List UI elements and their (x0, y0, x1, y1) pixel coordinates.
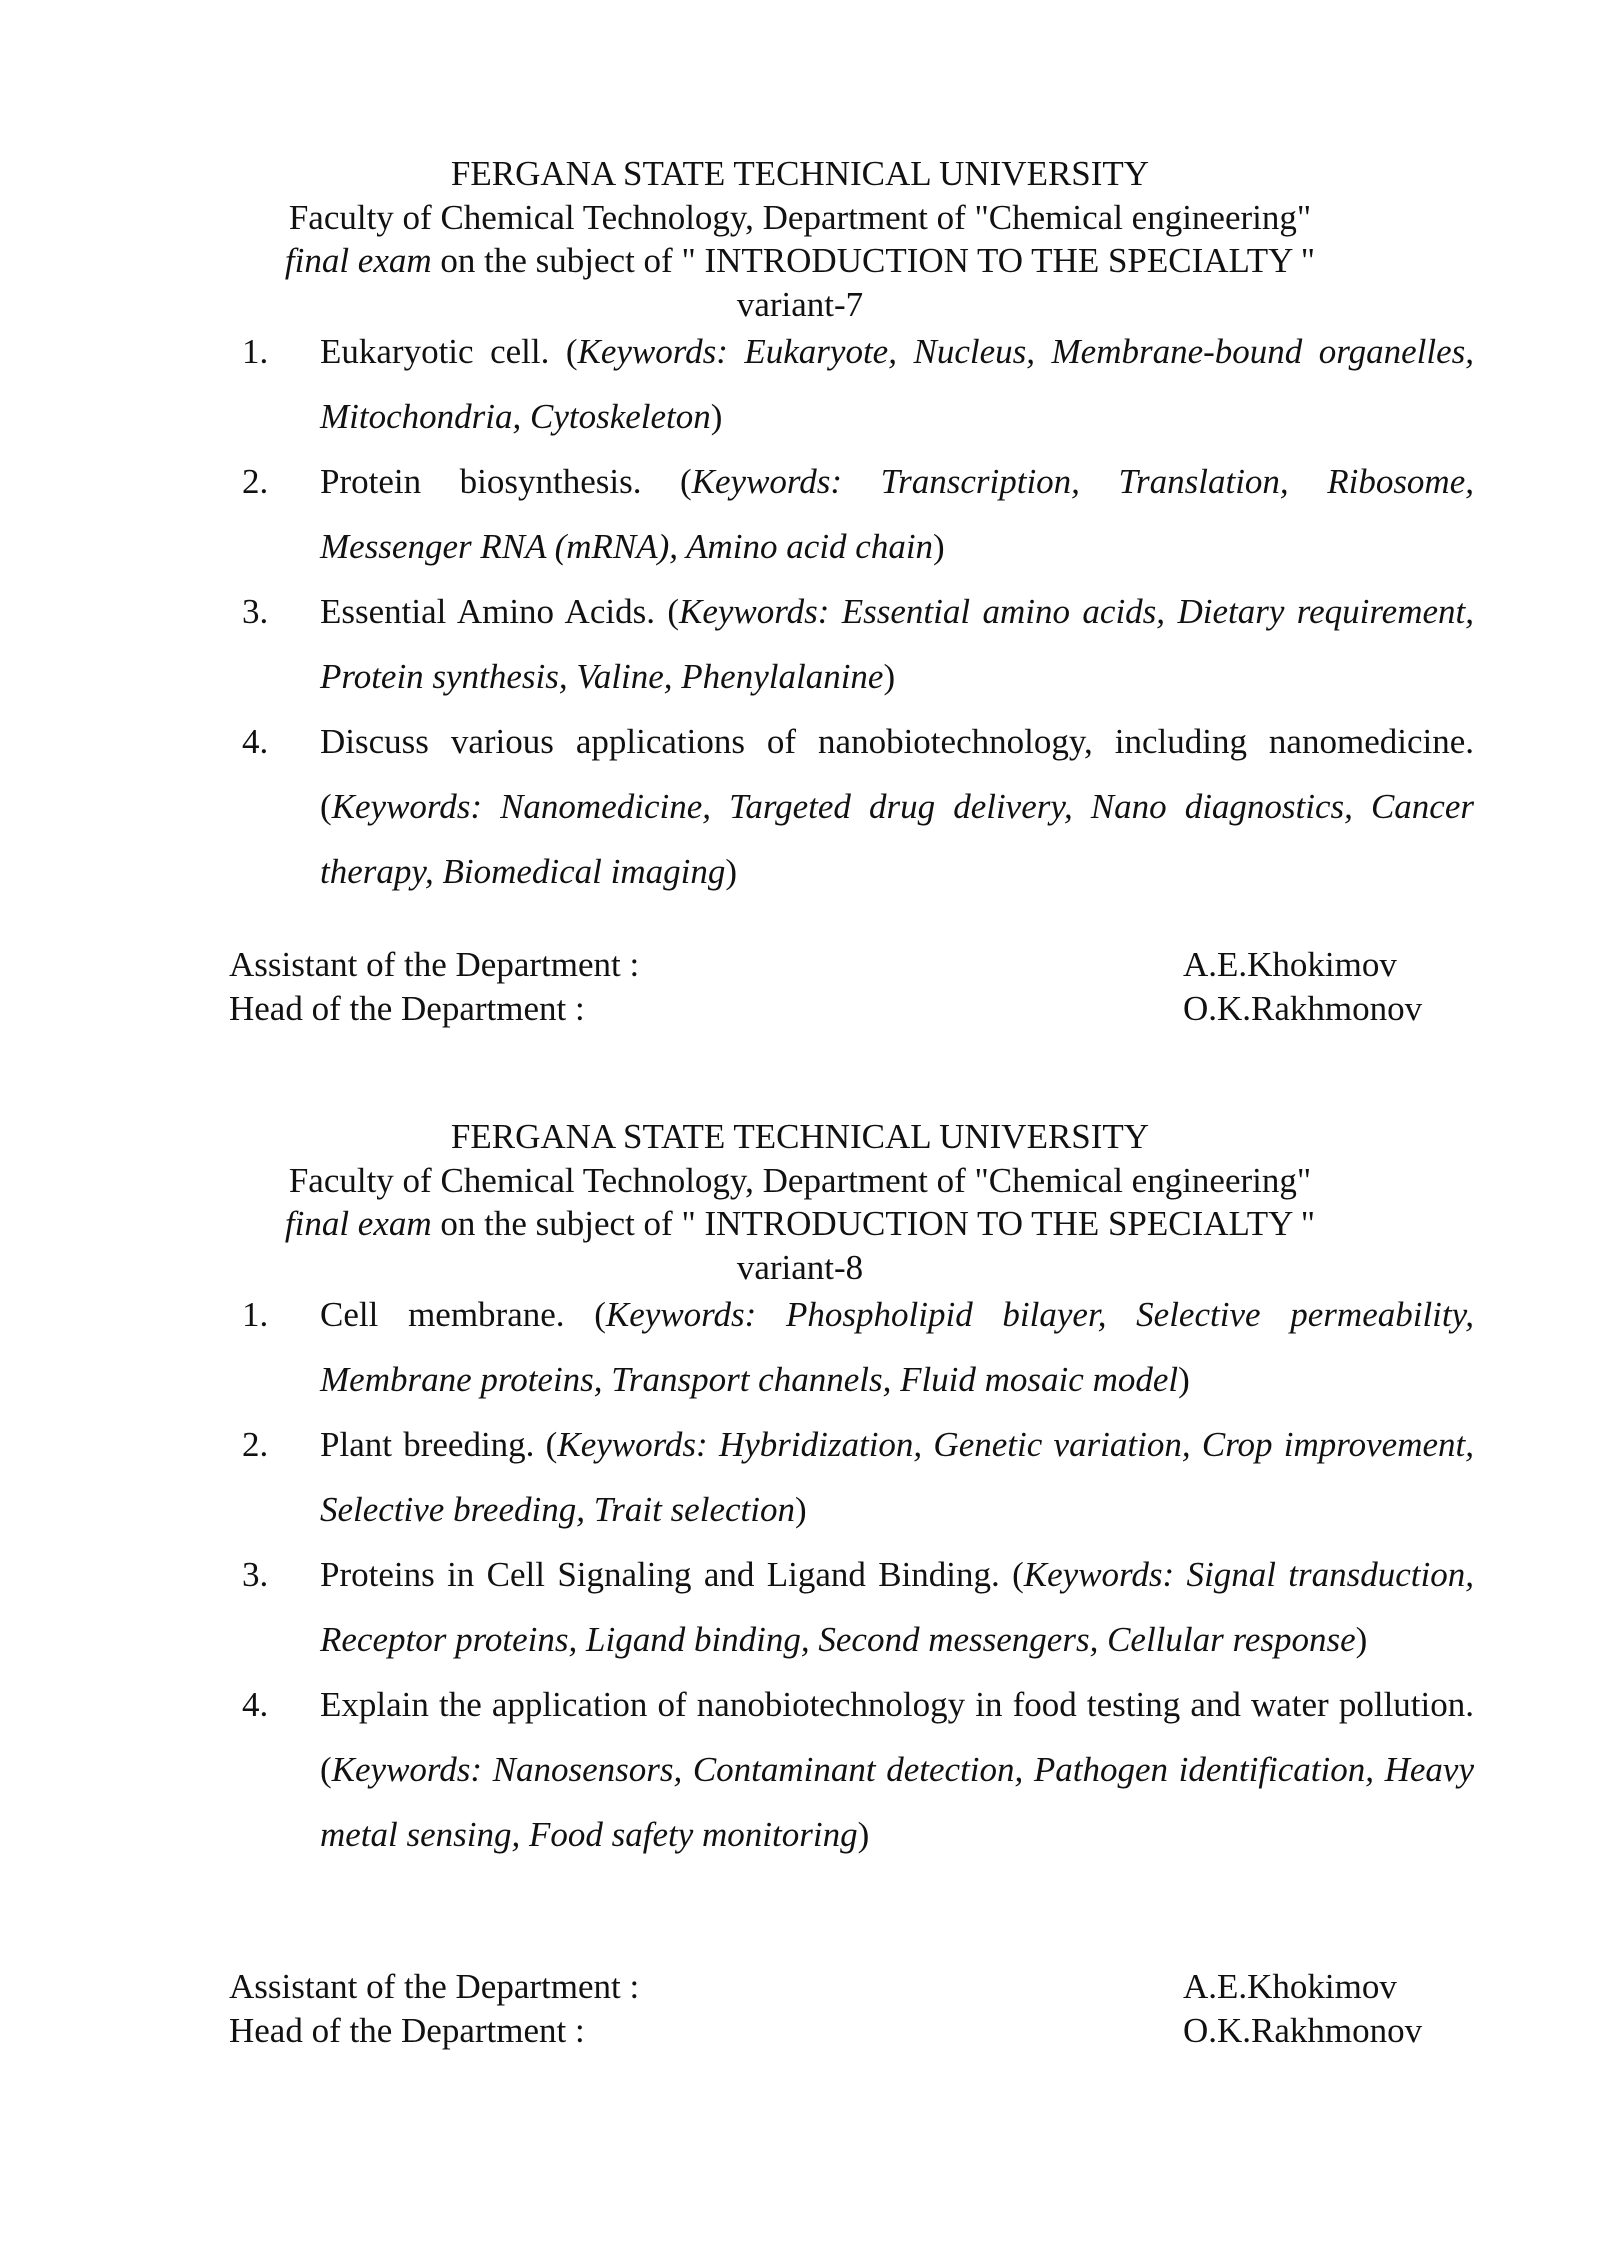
question-text: Discuss various applications of nanobiotechnology, including nanomedicine. (Keywords: Nanomedicine, Targeted drug delivery, Nano diagnostics, Cancer therapy, Biomedical imaging) (320, 722, 1474, 891)
signature-role: Assistant of the Department : (229, 945, 640, 984)
question-number: 1. (242, 332, 269, 371)
question-item (0, 1282, 1600, 1412)
question-list-variant-7 (0, 319, 1600, 904)
exam-type: final exam (284, 241, 432, 280)
exam-subject-line (0, 1202, 1600, 1246)
question-number: 3. (242, 592, 269, 631)
signature-row (0, 2009, 1600, 2053)
exam-header-variant-8 (0, 1115, 1600, 1289)
signature-name: A.E.Khokimov (1183, 945, 1397, 984)
exam-subject-line (0, 239, 1600, 283)
question-number: 3. (242, 1555, 269, 1594)
exam-subject: on the subject of " INTRODUCTION TO THE SPECIALTY " (431, 1204, 1316, 1243)
question-number: 4. (242, 722, 269, 761)
question-item (0, 319, 1600, 449)
exam-type: final exam (284, 1204, 432, 1243)
question-item (0, 1542, 1600, 1672)
question-keywords: Keywords: Eukaryote, Nucleus, Membrane-bound organelles, Mitochondria, Cytoskeleton (320, 332, 1474, 436)
question-text: Cell membrane. (Keywords: Phospholipid bilayer, Selective permeability, Membrane proteins, Transport channels, Fluid mosaic model) (320, 1295, 1474, 1399)
question-number: 2. (242, 1425, 269, 1464)
variant-label: variant-7 (736, 284, 864, 324)
exam-header-variant-7 (0, 152, 1600, 326)
faculty-line: Faculty of Chemical Technology, Department of "Chemical engineering" (288, 1160, 1312, 1200)
signature-name: O.K.Rakhmonov (1183, 988, 1423, 1028)
question-text: Explain the application of nanobiotechnology in food testing and water pollution. (Keywords: Nanosensors, Contaminant detection, Pathogen identification, Heavy metal sensing, Food safety monitoring) (320, 1685, 1474, 1854)
signature-name: A.E.Khokimov (1183, 1967, 1397, 2006)
exam-subject: on the subject of " INTRODUCTION TO THE SPECIALTY " (431, 241, 1316, 280)
signature-block-variant-7 (0, 943, 1600, 1030)
question-keywords: Keywords: Nanosensors, Contaminant detection, Pathogen identification, Heavy metal sensing, Food safety monitoring (320, 1750, 1474, 1854)
question-number: 1. (242, 1295, 269, 1334)
signature-role: Head of the Department : (229, 2010, 585, 2050)
question-item (0, 1412, 1600, 1542)
question-keywords: Keywords: Transcription, Translation, Ribosome, Messenger RNA (mRNA), Amino acid chain (320, 462, 1474, 566)
question-list-variant-8 (0, 1282, 1600, 1867)
question-keywords: Keywords: Signal transduction, Receptor proteins, Ligand binding, Second messengers, Cellular response (320, 1555, 1474, 1659)
signature-row (0, 943, 1600, 987)
question-keywords: Keywords: Nanomedicine, Targeted drug delivery, Nano diagnostics, Cancer therapy, Biomedical imaging (320, 787, 1474, 891)
signature-name: O.K.Rakhmonov (1183, 2010, 1423, 2050)
question-number: 4. (242, 1685, 269, 1724)
university-name: FERGANA STATE TECHNICAL UNIVERSITY (450, 1117, 1150, 1156)
question-keywords: Keywords: Hybridization, Genetic variation, Crop improvement, Selective breeding, Trait selection (320, 1425, 1474, 1529)
signature-row (0, 1965, 1600, 2009)
university-name: FERGANA STATE TECHNICAL UNIVERSITY (450, 154, 1150, 193)
question-item (0, 1672, 1600, 1867)
variant-label: variant-8 (736, 1247, 864, 1287)
question-item (0, 709, 1600, 904)
question-keywords: Keywords: Phospholipid bilayer, Selective permeability, Membrane proteins, Transport channels, Fluid mosaic model (320, 1295, 1474, 1399)
question-text: Essential Amino Acids. (Keywords: Essential amino acids, Dietary requirement, Protein synthesis, Valine, Phenylalanine) (320, 592, 1474, 696)
question-item (0, 579, 1600, 709)
question-text: Plant breeding. (Keywords: Hybridization, Genetic variation, Crop improvement, Selective breeding, Trait selection) (320, 1425, 1474, 1529)
signature-row (0, 987, 1600, 1031)
question-text: Eukaryotic cell. (Keywords: Eukaryote, Nucleus, Membrane-bound organelles, Mitochondria, Cytoskeleton) (320, 332, 1474, 436)
question-text: Protein biosynthesis. (Keywords: Transcription, Translation, Ribosome, Messenger RNA (mRNA), Amino acid chain) (320, 462, 1474, 566)
faculty-line: Faculty of Chemical Technology, Department of "Chemical engineering" (288, 197, 1312, 237)
question-item (0, 449, 1600, 579)
question-keywords: Keywords: Essential amino acids, Dietary requirement, Protein synthesis, Valine, Phenylalanine (320, 592, 1474, 696)
signature-role: Assistant of the Department : (229, 1967, 640, 2006)
signature-block-variant-8 (0, 1965, 1600, 2052)
signature-role: Head of the Department : (229, 988, 585, 1028)
question-number: 2. (242, 462, 269, 501)
question-text: Proteins in Cell Signaling and Ligand Binding. (Keywords: Signal transduction, Receptor proteins, Ligand binding, Second messengers, Cellular response) (320, 1555, 1474, 1659)
